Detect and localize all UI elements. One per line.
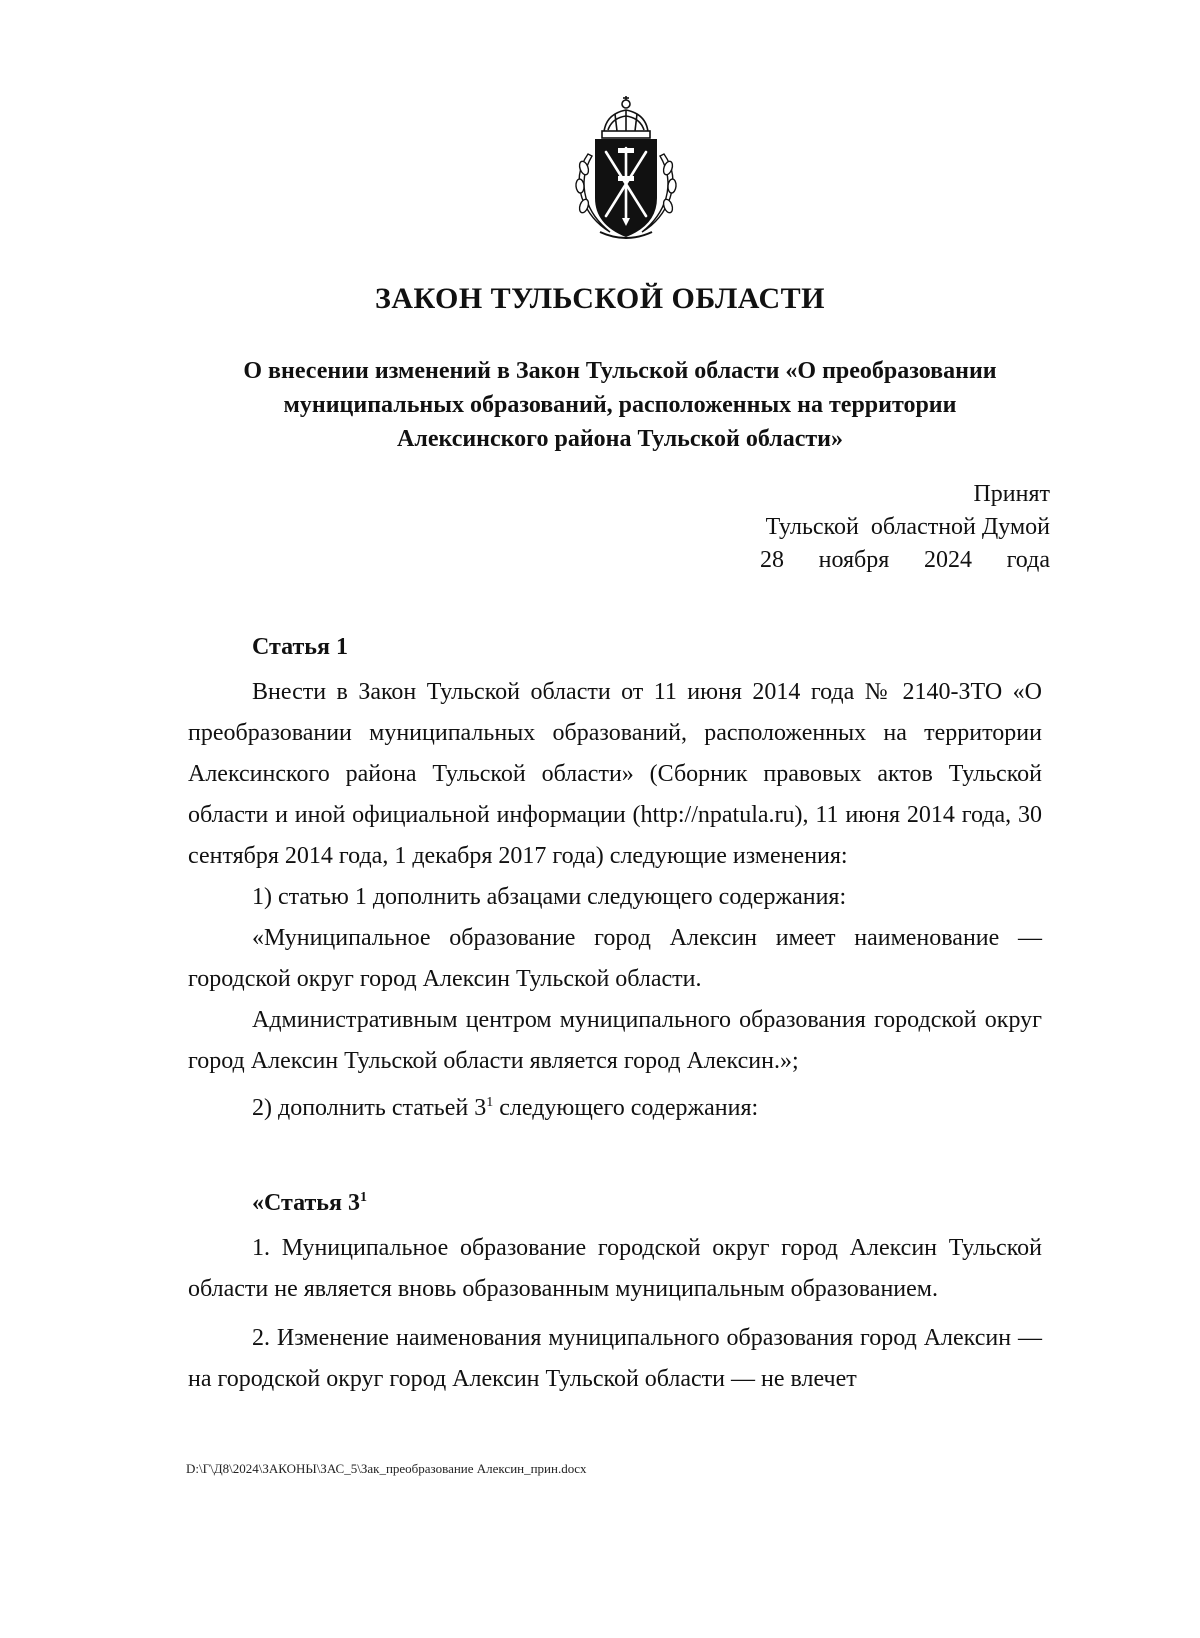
law-subtitle-line: муниципальных образований, расположенных на территории (283, 392, 957, 418)
article-1-item-1: 1) статью 1 дополнить абзацами следующего содержания: (252, 884, 847, 910)
article-1-heading: Статья 1 (252, 634, 348, 660)
item-2-suffix: следующего содержания: (493, 1095, 759, 1121)
article-1-quote-1: «Муниципальное образование город Алексин имеет наименование — городской округ город Алексин Тульской области. (188, 925, 1042, 992)
adoption-label: Принят (973, 481, 1050, 507)
law-subtitle-line: Алексинского района Тульской области» (397, 426, 843, 452)
coat-of-arms-icon (570, 94, 682, 244)
adoption-year-word: года (1006, 547, 1050, 573)
article-3-1-heading-text: «Статья 3 (252, 1190, 360, 1216)
adoption-block (760, 478, 1050, 577)
adoption-month: ноября (818, 547, 890, 573)
adoption-body: Тульской областной Думой (765, 514, 1050, 540)
article-3-1-paragraph-2: 2. Изменение наименования муниципального образования город Алексин — на городской округ город Алексин Тульской области — не влечет (188, 1325, 1042, 1392)
footer-file-path: D:\Г\Д8\2024\ЗАКОНЫ\ЗАС_5\Зак_преобразование Алексин_прин.docx (186, 1461, 587, 1476)
law-subtitle-line: О внесении изменений в Закон Тульской области «О преобразовании (243, 358, 997, 384)
article-1-intro: Внести в Закон Тульской области от 11 июня 2014 года № 2140-ЗТО «О преобразовании муниципальных образований, расположенных на территории Алексинского района Тульской области» (Сборник правовых актов Тульской области и иной официальной информации (http://npatula.ru), 11 июня 2014 года, 30 сентября 2014 года, 1 декабря 2017 года) следующие изменения: (188, 679, 1042, 869)
law-title: ЗАКОН ТУЛЬСКОЙ ОБЛАСТИ (375, 282, 825, 315)
adoption-day: 28 (760, 547, 784, 573)
article-3-1-paragraph-1: 1. Муниципальное образование городской округ город Алексин Тульской области не является вновь образованным муниципальным образованием. (188, 1235, 1042, 1302)
article-3-1-heading (252, 1190, 367, 1217)
article-1-item-2 (188, 1082, 1042, 1129)
adoption-year: 2024 (923, 547, 972, 573)
item-2-prefix: 2) дополнить статьей 3 (252, 1095, 487, 1121)
law-subtitle (220, 354, 1020, 456)
adoption-date (760, 544, 1050, 577)
article-1-quote-2: Административным центром муниципального образования городской округ город Алексин Тульской области является город Алексин.»; (188, 1007, 1042, 1074)
article-3-1-body (188, 1228, 1042, 1400)
article-3-1-heading-sup: 1 (359, 1190, 367, 1205)
item-2-sup: 1 (486, 1095, 494, 1110)
article-1-body (188, 672, 1042, 1129)
